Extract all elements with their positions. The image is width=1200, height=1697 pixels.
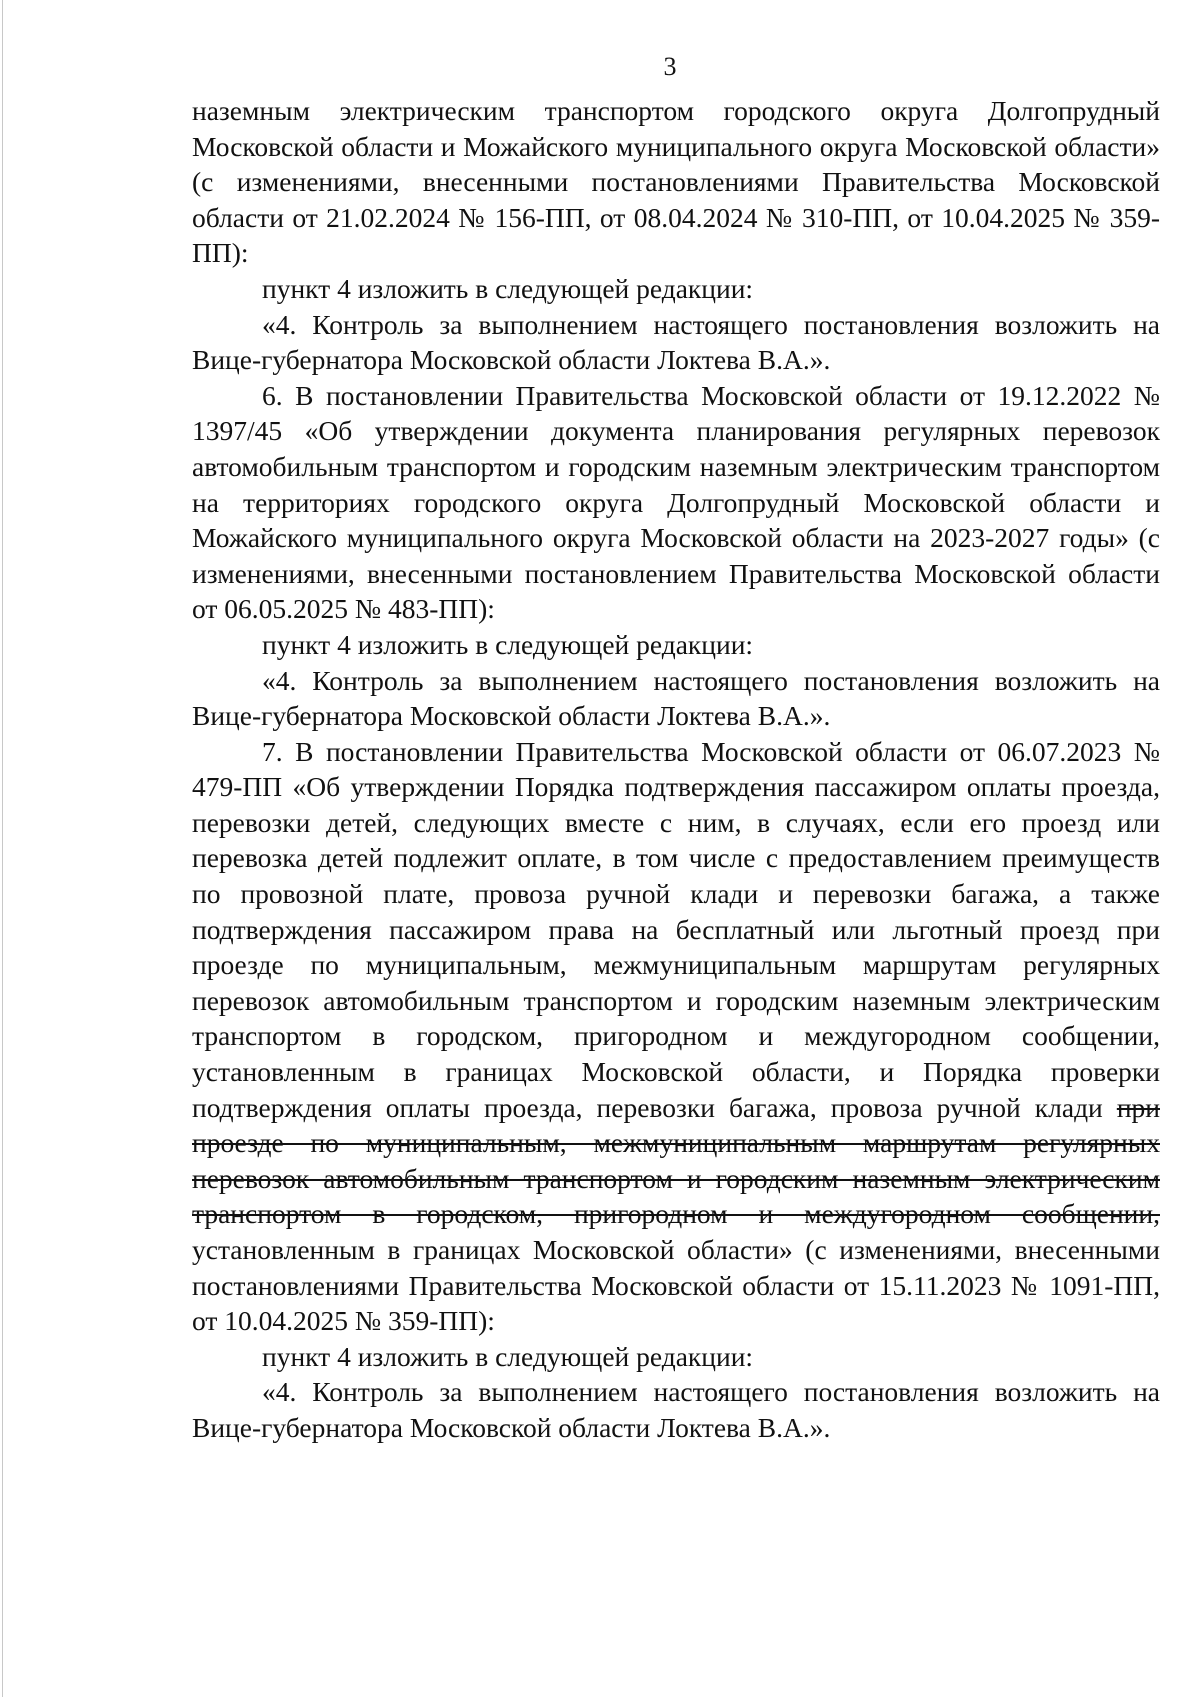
- paragraph-item-7-tail-text: установленным в границах Московской области» (с изменениями, внесенными постановлениями Правительства Московской области от 15.11.2023 № 1091-ПП, от 10.04.2025 № 359-ПП):: [192, 1234, 1160, 1337]
- page-number: 3: [663, 52, 677, 81]
- paragraph-item-5-instruction: пункт 4 изложить в следующей редакции:: [262, 272, 754, 304]
- paragraph-item-7: [192, 734, 1160, 1339]
- paragraph-item-5-new-text: «4. Контроль за выполнением настоящего постановления возложить на Вице-губернатора Московской области Локтева В.А.».: [192, 308, 1160, 376]
- document-body: [192, 93, 1160, 1446]
- paragraph-item-7-instruction: пункт 4 изложить в следующей редакции:: [262, 1340, 754, 1372]
- paragraph-item-6-instruction: пункт 4 изложить в следующей редакции:: [262, 628, 754, 660]
- scan-edge-line: [2, 0, 3, 1697]
- paragraph-item-6-new-text: «4. Контроль за выполнением настоящего постановления возложить на Вице-губернатора Московской области Локтева В.А.».: [192, 664, 1160, 732]
- paragraph-item-7-struck-text: при проезде по муниципальным, межмуниципальным маршрутам регулярных перевозок автомобильным транспортом и городским наземным электрическим транспортом в городском, пригородном и междугородном сообщении,: [192, 1091, 1160, 1230]
- paragraph-item-7-text: 7. В постановлении Правительства Московской области от 06.07.2023 № 479-ПП «Об утверждении Порядка подтверждения пассажиром оплаты проезда, перевозки детей, следующих вместе с ним, в случаях, если его проезд или перевозка детей подлежит оплате, в том числе с предоставлением преимуществ по провозной плате, провоза ручной клади и перевозки багажа, а также подтверждения пассажиром права на бесплатный или льготный проезд при проезде по муниципальным, межмуниципальным маршрутам регулярных перевозок автомобильным транспортом и городским наземным электрическим транспортом в городском, пригородном и междугородном сообщении, установленным в границах Московской области, и Порядка проверки подтверждения оплаты проезда, перевозки багажа, провоза ручной клади: [192, 735, 1160, 1123]
- paragraph-item-6: 6. В постановлении Правительства Московской области от 19.12.2022 № 1397/45 «Об утверждении документа планирования регулярных перевозок автомобильным транспортом и городским наземным электрическим транспортом на территориях городского округа Долгопрудный Московской области и Можайского муниципального округа Московской области на 2023-2027 годы» (с изменениями, внесенными постановлением Правительства Московской области от 06.05.2025 № 483-ПП):: [192, 379, 1160, 625]
- paragraph-continuation: наземным электрическим транспортом городского округа Долгопрудный Московской области и Можайского муниципального округа Московской области» (с изменениями, внесенными постановлениями Правительства Московской области от 21.02.2024 № 156-ПП, от 08.04.2024 № 310-ПП, от 10.04.2025 № 359-ПП):: [192, 95, 1160, 269]
- paragraph-item-7-new-text: «4. Контроль за выполнением настоящего постановления возложить на Вице-губернатора Московской области Локтева В.А.».: [192, 1376, 1160, 1443]
